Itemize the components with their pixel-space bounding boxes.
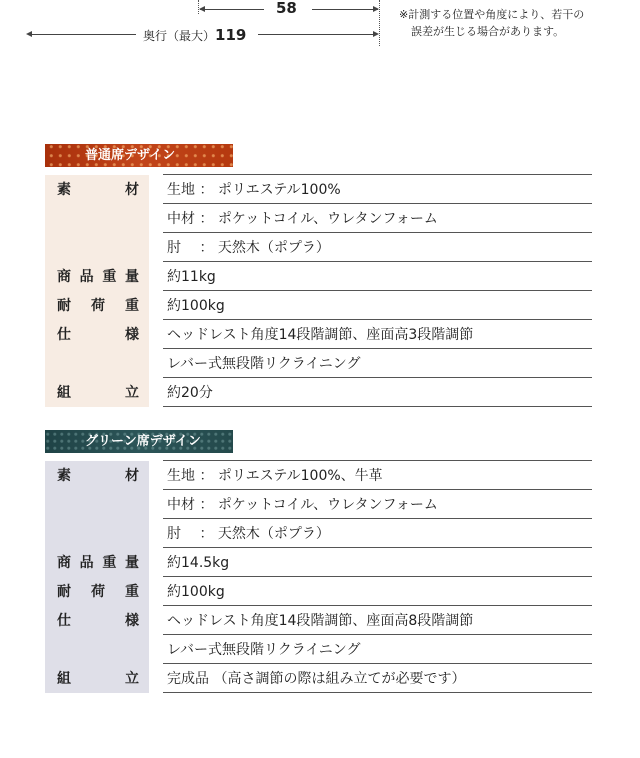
spacer xyxy=(149,577,163,606)
spec-label-char: 商 xyxy=(57,269,71,285)
spec-label-char: 重 xyxy=(102,269,117,285)
spec-label-char: 商 xyxy=(57,555,71,571)
width-guide-right xyxy=(379,0,380,46)
spec-label-char: 重 xyxy=(125,298,139,314)
spec-value: 中材 ： ポケットコイル、ウレタンフォーム xyxy=(163,490,592,519)
table-row xyxy=(45,320,592,349)
spec-value: 約11kg xyxy=(163,262,592,291)
spacer xyxy=(149,461,163,548)
arrow-right-icon xyxy=(373,31,379,37)
spec-value: ヘッドレスト角度14段階調節、座面高8段階調節 xyxy=(163,606,592,635)
spec-value: 約14.5kg xyxy=(163,548,592,577)
spec-section-green xyxy=(45,430,592,693)
table-row xyxy=(45,664,592,693)
width-line-left xyxy=(200,9,264,10)
spec-table xyxy=(45,174,592,407)
spec-value: 完成品 （高さ調節の際は組み立てが必要です） xyxy=(163,664,592,693)
spec-label xyxy=(45,577,149,606)
spec-value: 中材 ： ポケットコイル、ウレタンフォーム xyxy=(163,204,592,233)
spec-value: 約100kg xyxy=(163,291,592,320)
spacer xyxy=(149,291,163,320)
arrow-left-icon xyxy=(199,6,205,12)
spec-table xyxy=(45,460,592,693)
arrow-right-icon xyxy=(373,6,379,12)
depth-label-text: 奥行（最大） xyxy=(143,29,216,43)
spec-value: 肘 ： 天然木（ポプラ） xyxy=(163,233,592,262)
spec-value: 生地 ： ポリエステル100%、牛革 xyxy=(163,461,592,490)
spacer xyxy=(149,664,163,693)
spec-value: ヘッドレスト角度14段階調節、座面高3段階調節 xyxy=(163,320,592,349)
spec-value: 約20分 xyxy=(163,378,592,407)
spec-label-char: 様 xyxy=(125,612,139,629)
spacer xyxy=(149,320,163,378)
spec-label-char: 荷 xyxy=(91,584,105,600)
spec-label-char: 耐 xyxy=(57,298,71,314)
depth-value: 119 xyxy=(215,26,247,44)
spec-label-char: 耐 xyxy=(57,584,71,600)
section-title-banner: 普通席デザイン xyxy=(45,144,233,167)
depth-label xyxy=(143,26,246,44)
spacer xyxy=(149,548,163,577)
spec-label xyxy=(45,664,149,693)
spec-label-char: 重 xyxy=(102,555,117,571)
spec-label-char: 品 xyxy=(79,555,94,571)
note-line-2: 誤差が生じる場合があります。 xyxy=(411,25,565,38)
spacer xyxy=(149,606,163,664)
spec-label xyxy=(45,320,149,378)
table-row xyxy=(45,461,592,490)
table-row xyxy=(45,548,592,577)
spec-label xyxy=(45,548,149,577)
spec-label xyxy=(45,606,149,664)
spec-label-char: 組 xyxy=(57,671,71,687)
depth-line-left xyxy=(28,34,136,35)
spec-label xyxy=(45,291,149,320)
spec-label xyxy=(45,175,149,262)
spec-label xyxy=(45,262,149,291)
spacer xyxy=(149,262,163,291)
section-title-banner: グリーン席デザイン xyxy=(45,430,233,453)
table-row xyxy=(45,378,592,407)
measurement-note xyxy=(399,6,629,40)
spec-label xyxy=(45,378,149,407)
table-row xyxy=(45,577,592,606)
width-line-right xyxy=(312,9,378,10)
spec-value: レバー式無段階リクライニング xyxy=(163,349,592,378)
spec-label-char: 仕 xyxy=(57,612,71,629)
depth-line-right xyxy=(258,34,376,35)
spec-section-standard xyxy=(45,144,592,407)
spec-value: 生地 ： ポリエステル100% xyxy=(163,175,592,204)
spec-label-char: 様 xyxy=(125,326,139,343)
spec-label-char: 組 xyxy=(57,385,71,401)
spec-label-char: 荷 xyxy=(91,298,105,314)
spec-value: レバー式無段階リクライニング xyxy=(163,635,592,664)
spec-label-char: 仕 xyxy=(57,326,71,343)
spec-value: 肘 ： 天然木（ポプラ） xyxy=(163,519,592,548)
table-row xyxy=(45,606,592,635)
width-value: 58 xyxy=(276,0,297,17)
spec-label-char: 量 xyxy=(124,269,139,285)
spec-label-char: 材 xyxy=(125,467,139,484)
spec-value: 約100kg xyxy=(163,577,592,606)
table-row xyxy=(45,291,592,320)
spec-label-char: 材 xyxy=(125,181,139,198)
spec-label-char: 品 xyxy=(79,269,94,285)
spec-label-char: 立 xyxy=(125,671,139,687)
note-line-1: ※計測する位置や角度により、若干の xyxy=(399,8,585,21)
table-row xyxy=(45,175,592,204)
spec-label xyxy=(45,461,149,548)
spec-label-char: 素 xyxy=(57,181,71,198)
spec-label-char: 重 xyxy=(125,584,139,600)
table-row xyxy=(45,262,592,291)
dimension-annotations xyxy=(0,0,640,60)
arrow-left-icon xyxy=(26,31,32,37)
spec-label-char: 素 xyxy=(57,467,71,484)
spacer xyxy=(149,378,163,407)
spec-label-char: 量 xyxy=(124,555,139,571)
spacer xyxy=(149,175,163,262)
spec-label-char: 立 xyxy=(125,385,139,401)
